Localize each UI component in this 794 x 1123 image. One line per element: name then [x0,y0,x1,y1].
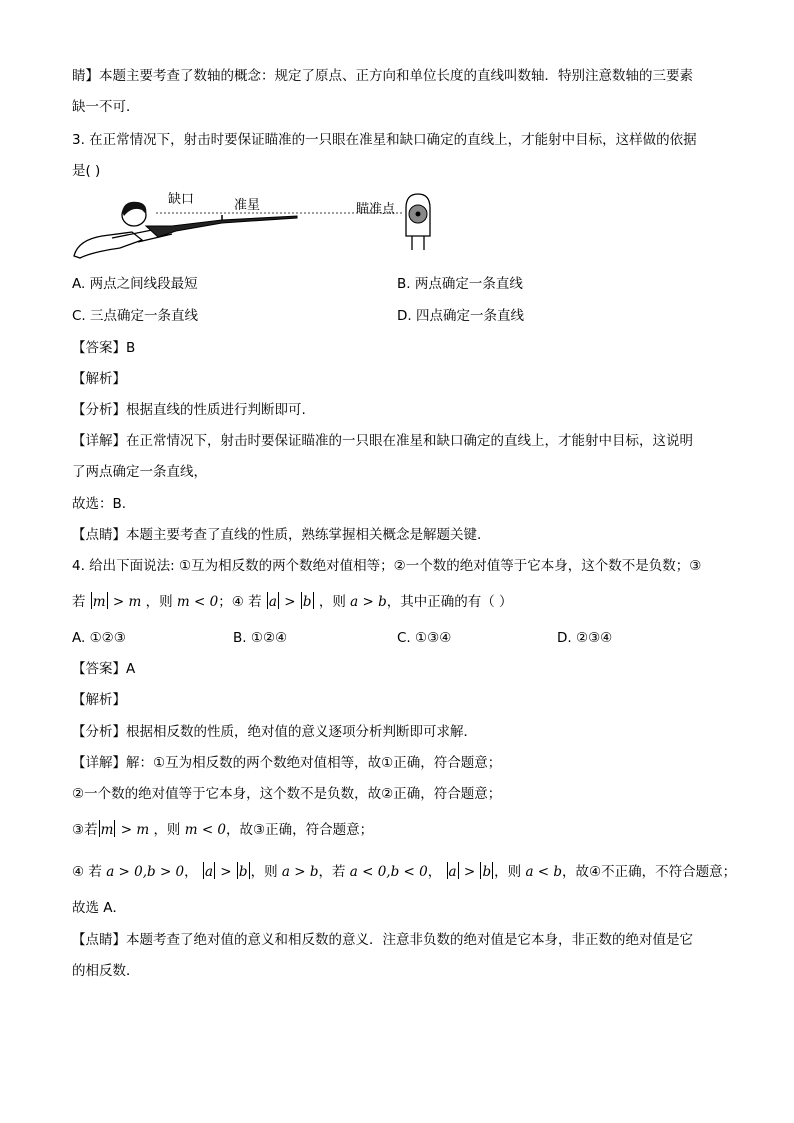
label-front-sight: 准星 [234,198,261,213]
expr-a-b-negative: a < 0,b < 0 [349,864,428,880]
q4-answer: 【答案】A [72,661,136,677]
q4-comment-line-1: 【点睛】本题考查了绝对值的意义和相反数的意义．注意非负数的绝对值是它本身，非正数的绝对值是它 [72,932,693,948]
q3-option-b: B. 两点确定一条直线 [397,276,523,292]
q4-detail3-text-c: ，故③正确，符合题意； [226,822,374,838]
q4-detail4-text-b: ， [184,864,198,880]
var-b: b [482,864,492,880]
var-m: m [92,594,106,610]
q4-detail-line-4 [72,862,736,882]
q4-option-b: B. ①②④ [233,630,288,646]
q4-detail-line-2: ②一个数的绝对值等于它本身，这个数不是负数，故②正确，符合题意； [72,786,502,802]
q3-option-c: C. 三点确定一条直线 [72,308,199,324]
op-gt: > [108,594,129,610]
q3-analysis-head: 【解析】 [72,371,126,387]
q4-stem-line-1: 4. 给出下面说法: ①互为相反数的两个数绝对值相等；②一个数的绝对值等于它本身，这个数不是负数；③ [72,558,702,574]
expr-a-lt-b: a < b [525,864,563,880]
target-bullseye [416,212,421,217]
q3-choose: 故选：B. [72,496,127,512]
q4-stem-line-2 [72,592,513,612]
shooting-figure [72,190,452,270]
q4-detail4-text-a: ④ 若 [72,864,102,880]
var-m: m [136,822,150,838]
expr-m-lt-0: m < 0 [184,822,227,838]
op-gt: > [279,594,300,610]
q3-answer: 【答案】B [72,340,136,356]
op-gt: > [459,864,480,880]
var-a: a [448,864,457,880]
q3-stem-line-1: 3. 在正常情况下，射击时要保证瞄准的一只眼在准星和缺口确定的直线上，才能射中目标，这样做的依据 [72,132,697,148]
shooter-body [74,232,142,258]
q4-option-a: A. ①②③ [72,630,126,646]
q3-stem-line-2: 是( ) [72,163,101,179]
q4-comment-line-2: 的相反数． [72,963,140,979]
q3-option-d: D. 四点确定一条直线 [397,308,524,324]
q4-option-d: D. ②③④ [557,630,613,646]
expr-a-b-positive: a > 0,b > 0 [106,864,185,880]
q4-stem-text-d: ，则 [318,594,346,610]
q4-detail3-text-b: ，则 [153,822,181,838]
op-gt: > [216,864,236,880]
q3-option-a: A. 两点之间线段最短 [72,276,198,292]
q4-detail3-text-a: ③若 [72,822,98,838]
shooter-forearm [138,234,172,242]
q4-detail4-text-f: ，则 [494,864,522,880]
q4-analysis-head: 【解析】 [72,692,126,708]
var-b: b [302,594,312,610]
q4-choose: 故选 A． [72,900,127,916]
var-a: a [204,864,214,880]
intro-line-2: 缺一不可． [72,99,140,115]
q3-comment: 【点睛】本题主要考查了直线的性质，熟练掌握相关概念是解题关键. [72,527,482,543]
q4-detail4-text-g: ，故④不正确，不符合题意； [562,864,737,880]
op-gt: > [116,822,137,838]
q3-detail-line-2: 了两点确定一条直线， [72,464,207,480]
var-a: a [268,594,277,610]
label-aim-point: 瞄准点 [356,202,396,217]
q4-option-c: C. ①③④ [397,630,452,646]
q4-stem-text-a: 若 [72,594,86,610]
q4-stem-text-b: ，则 [145,594,173,610]
q4-detail-line-1: 【详解】解：①互为相反数的两个数绝对值相等，故①正确，符合题意； [72,755,502,771]
q3-analysis: 【分析】根据直线的性质进行判断即可. [72,402,306,418]
q4-stem-text-c: ；④ 若 [218,594,262,610]
q4-detail4-text-e: ， [427,864,442,880]
var-m: m [128,594,142,610]
q3-detail-line-1: 【详解】在正常情况下，射击时要保证瞄准的一只眼在准星和缺口确定的直线上，才能射中目标，这说明 [72,433,693,449]
q4-detail-line-3 [72,820,373,840]
q4-detail4-text-c: ，则 [250,864,278,880]
var-b: b [238,864,248,880]
q4-stem-text-e: ，其中正确的有（ ） [386,594,513,610]
expr-a-gt-b: a > b [281,864,319,880]
q4-analysis: 【分析】根据相反数的性质，绝对值的意义逐项分析判断即可求解． [72,724,477,740]
var-m: m [100,822,114,838]
expr-a-gt-b: a > b [350,594,387,610]
intro-line-1: 睛】本题主要考查了数轴的概念：规定了原点、正方向和单位长度的直线叫数轴．特别注意数轴的三要素 [72,68,693,84]
expr-m-lt-0: m < 0 [176,594,219,610]
q4-detail4-text-d: ，若 [318,864,346,880]
label-notch: 缺口 [168,192,195,207]
